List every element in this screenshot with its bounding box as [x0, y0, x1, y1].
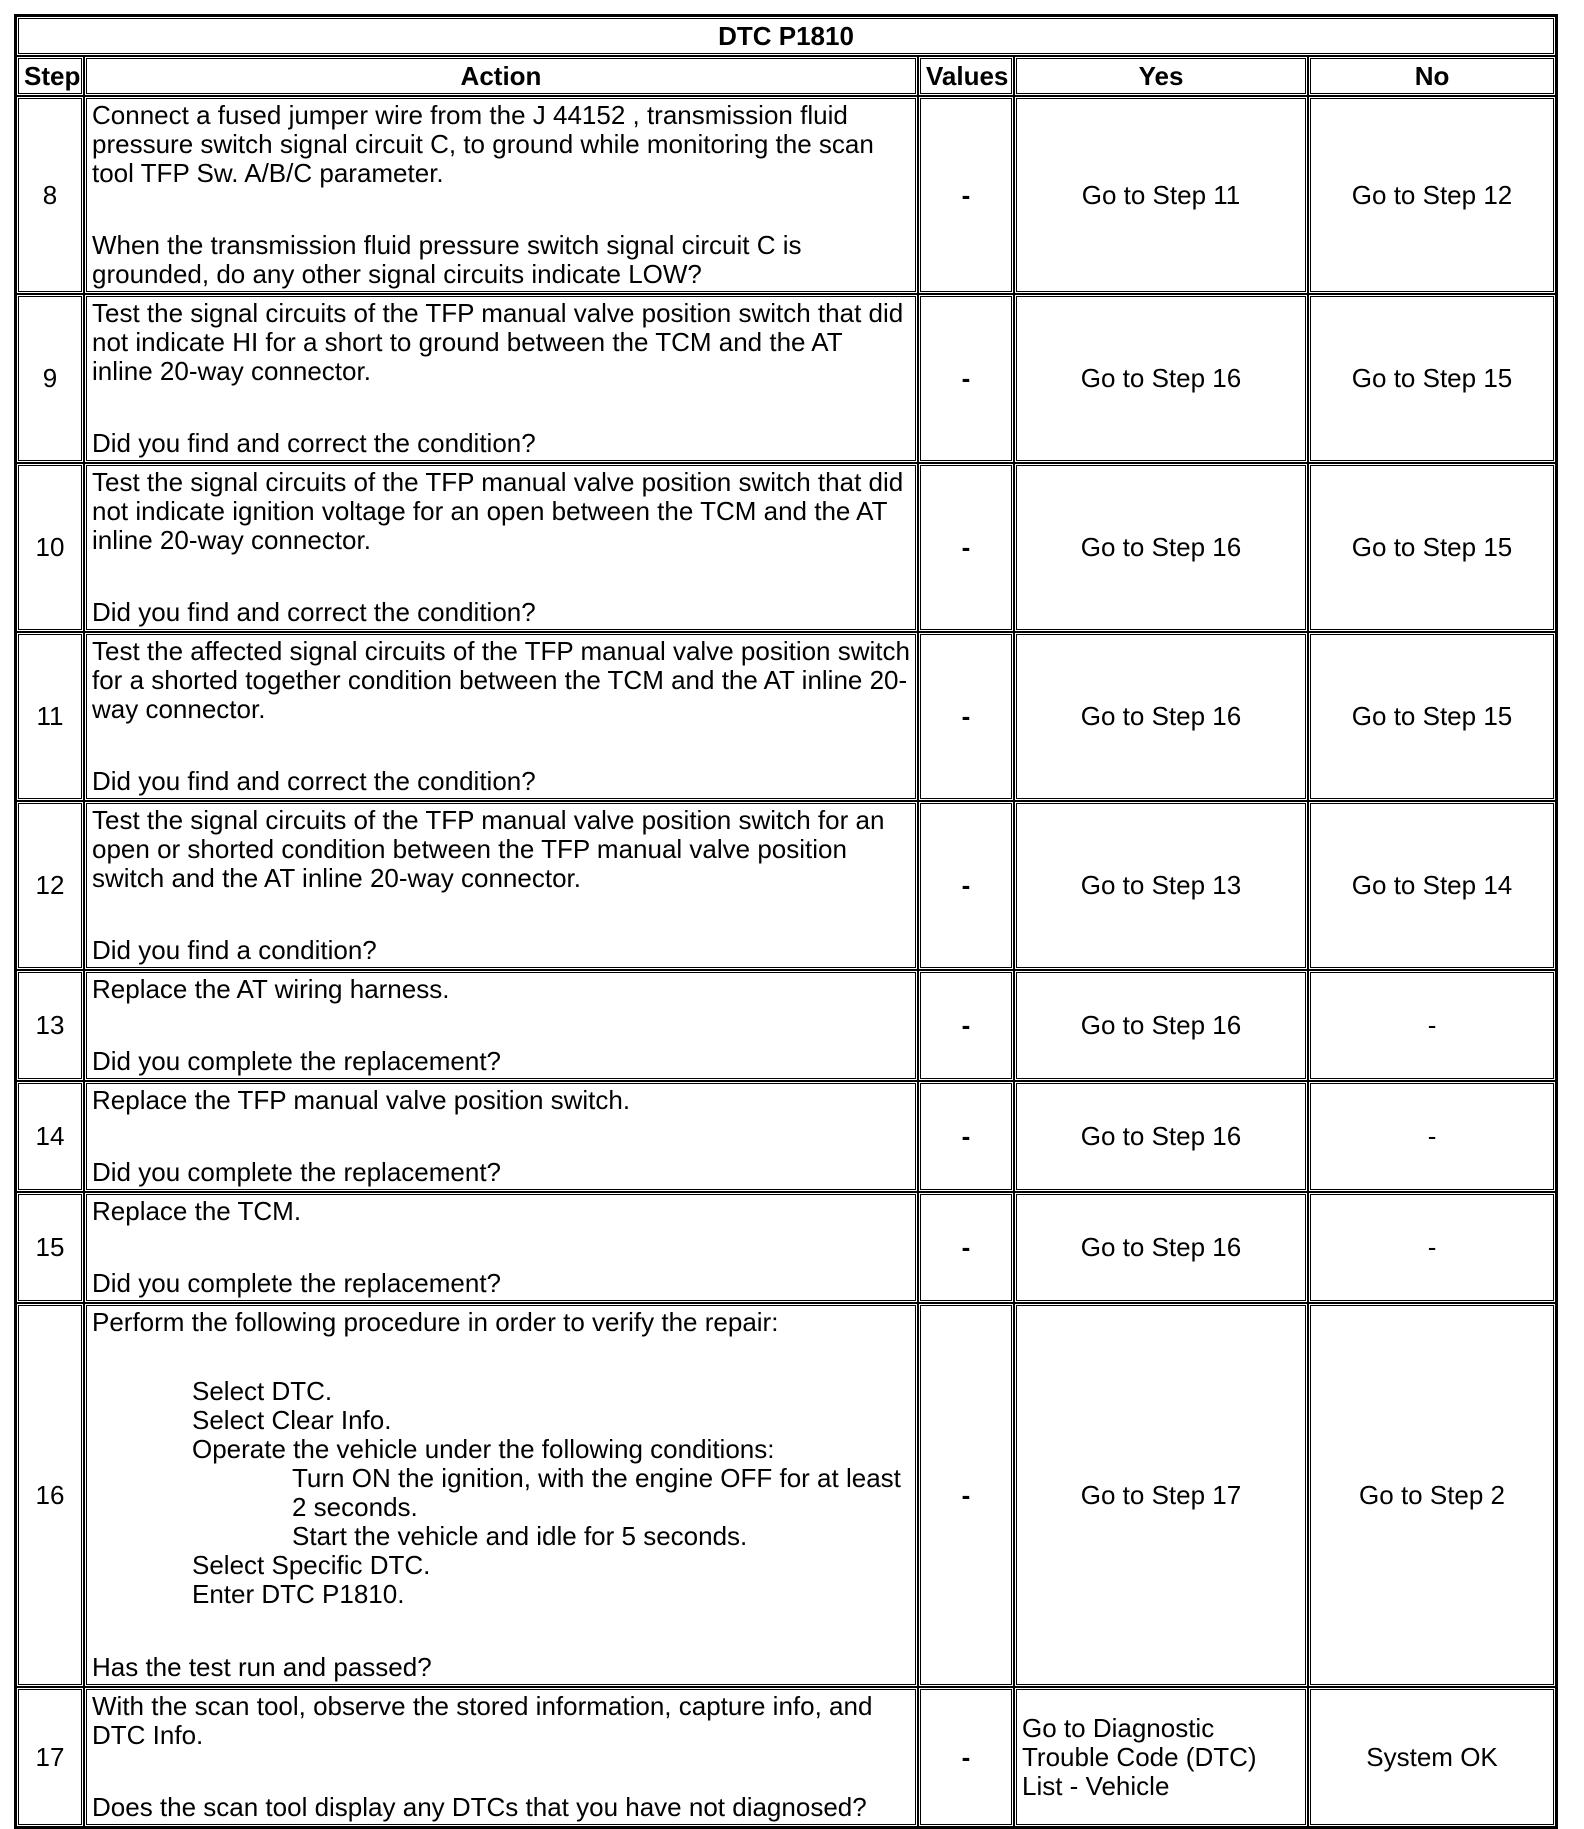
values-cell: - [918, 96, 1014, 294]
header-no: No [1308, 56, 1556, 96]
values-cell: - [918, 970, 1014, 1081]
no-cell: Go to Step 15 [1308, 632, 1556, 801]
yes-cell: Go to Diagnostic Trouble Code (DTC) List - Vehicle [1014, 1687, 1308, 1827]
step-number: 15 [16, 1192, 84, 1303]
action-question: Did you complete the replacement? [92, 1268, 502, 1298]
table-row [16, 801, 1556, 970]
action-text: Replace the TCM. [92, 1196, 302, 1226]
step-number: 8 [16, 96, 84, 294]
no-cell: - [1308, 970, 1556, 1081]
header-yes: Yes [1014, 56, 1308, 96]
step-number: 9 [16, 294, 84, 463]
action-text: Connect a fused jumper wire from the J 44152 , transmission fluid pressure switch signal circuit C, to ground while monitoring the scan tool TFP Sw. A/B/C parameter. [92, 100, 874, 188]
action-question: Did you find and correct the condition? [92, 766, 536, 796]
values-cell: - [918, 1303, 1014, 1687]
yes-cell: Go to Step 17 [1014, 1303, 1308, 1687]
action-question: Does the scan tool display any DTCs that you have not diagnosed? [92, 1792, 867, 1822]
table-row [16, 1192, 1556, 1303]
action-cell [84, 632, 918, 801]
yes-cell: Go to Step 11 [1014, 96, 1308, 294]
no-cell: - [1308, 1081, 1556, 1192]
no-cell: - [1308, 1192, 1556, 1303]
action-cell [84, 1081, 918, 1192]
table-row [16, 1303, 1556, 1687]
header-values: Values [918, 56, 1014, 96]
header-action: Action [84, 56, 918, 96]
action-question: Has the test run and passed? [92, 1652, 432, 1682]
action-cell [84, 96, 918, 294]
no-cell: System OK [1308, 1687, 1556, 1827]
action-cell [84, 970, 918, 1081]
dtc-document [14, 14, 1558, 1829]
values-cell: - [918, 1687, 1014, 1827]
step-number: 12 [16, 801, 84, 970]
action-question: Did you complete the replacement? [92, 1157, 502, 1187]
action-cell [84, 1192, 918, 1303]
step-number: 16 [16, 1303, 84, 1687]
procedure-step: Select Clear Info. [192, 1405, 392, 1435]
action-cell [84, 801, 918, 970]
table-row [16, 463, 1556, 632]
table-row [16, 294, 1556, 463]
action-text: Test the signal circuits of the TFP manual valve position switch that did not indicate ignition voltage for an open between the TCM and the AT inline 20-way connector. [92, 467, 904, 555]
action-question: Did you find and correct the condition? [92, 597, 536, 627]
procedure-substep: Turn ON the ignition, with the engine OFF for at least 2 seconds. [292, 1463, 901, 1522]
table-row [16, 632, 1556, 801]
dtc-table [14, 14, 1558, 1829]
action-cell [84, 1687, 918, 1827]
yes-cell: Go to Step 16 [1014, 632, 1308, 801]
yes-cell: Go to Step 16 [1014, 1192, 1308, 1303]
values-cell: - [918, 1081, 1014, 1192]
table-row [16, 1687, 1556, 1827]
action-question: When the transmission fluid pressure switch signal circuit C is grounded, do any other signal circuits indicate LOW? [92, 230, 802, 289]
step-number: 17 [16, 1687, 84, 1827]
action-text: Replace the TFP manual valve position switch. [92, 1085, 631, 1115]
table-row [16, 1081, 1556, 1192]
table-header-row [16, 56, 1556, 96]
step-number: 13 [16, 970, 84, 1081]
yes-cell: Go to Step 16 [1014, 970, 1308, 1081]
procedure-step: Operate the vehicle under the following conditions: [192, 1434, 775, 1464]
values-cell: - [918, 1192, 1014, 1303]
table-title: DTC P1810 [16, 16, 1556, 56]
action-question: Did you complete the replacement? [92, 1046, 502, 1076]
action-question: Did you find and correct the condition? [92, 428, 536, 458]
no-cell: Go to Step 15 [1308, 463, 1556, 632]
procedure-step: Select DTC. [192, 1376, 333, 1406]
action-cell [84, 1303, 918, 1687]
table-title-row [16, 16, 1556, 56]
procedure-step: Select Specific DTC. [192, 1550, 431, 1580]
yes-cell: Go to Step 13 [1014, 801, 1308, 970]
values-cell: - [918, 632, 1014, 801]
header-step: Step [16, 56, 84, 96]
action-text: Test the signal circuits of the TFP manual valve position switch that did not indicate HI for a short to ground between the TCM and the AT inline 20-way connector. [92, 298, 904, 386]
procedure-step: Enter DTC P1810. [192, 1579, 405, 1609]
yes-cell: Go to Step 16 [1014, 294, 1308, 463]
step-number: 11 [16, 632, 84, 801]
action-text: Replace the AT wiring harness. [92, 974, 450, 1004]
yes-cell: Go to Step 16 [1014, 463, 1308, 632]
no-cell: Go to Step 15 [1308, 294, 1556, 463]
action-cell [84, 294, 918, 463]
action-question: Did you find a condition? [92, 935, 377, 965]
action-cell [84, 463, 918, 632]
values-cell: - [918, 801, 1014, 970]
action-text: With the scan tool, observe the stored information, capture info, and DTC Info. [92, 1691, 873, 1750]
action-text: Test the signal circuits of the TFP manual valve position switch for an open or shorted condition between the TFP manual valve position switch and the AT inline 20-way connector. [92, 805, 885, 893]
table-row [16, 96, 1556, 294]
no-cell: Go to Step 12 [1308, 96, 1556, 294]
values-cell: - [918, 463, 1014, 632]
no-cell: Go to Step 2 [1308, 1303, 1556, 1687]
action-text: Test the affected signal circuits of the TFP manual valve position switch for a shorted together condition between the TCM and the AT inline 20-way connector. [92, 636, 910, 724]
step-number: 14 [16, 1081, 84, 1192]
values-cell: - [918, 294, 1014, 463]
step-number: 10 [16, 463, 84, 632]
yes-cell: Go to Step 16 [1014, 1081, 1308, 1192]
no-cell: Go to Step 14 [1308, 801, 1556, 970]
table-row [16, 970, 1556, 1081]
procedure-list [92, 1377, 910, 1609]
procedure-substep: Start the vehicle and idle for 5 seconds. [292, 1521, 748, 1551]
action-text: Perform the following procedure in order to verify the repair: [92, 1307, 779, 1337]
